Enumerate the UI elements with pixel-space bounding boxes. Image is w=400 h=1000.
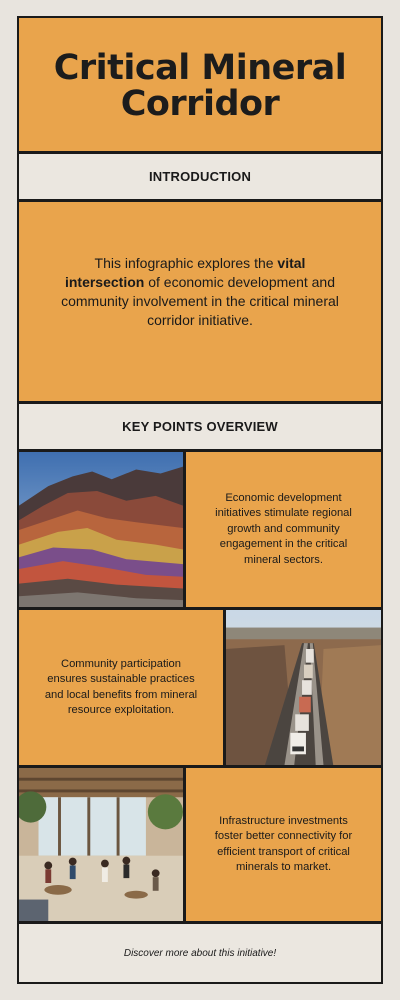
footer-panel <box>17 922 383 984</box>
key-points-heading: KEY POINTS OVERVIEW <box>122 419 278 434</box>
freight-train-canyon-image <box>224 608 383 767</box>
intro-text-start: This infographic explores the <box>94 255 278 271</box>
introduction-heading-panel <box>17 152 383 201</box>
community-hall-image <box>17 766 185 923</box>
key-point-1-panel <box>184 450 383 609</box>
introduction-heading: INTRODUCTION <box>148 169 252 184</box>
key-point-1-text: Economic development initiatives stimulate regional growth and community engagement in the critical mineral sectors. <box>215 491 352 566</box>
colorful-mountains-image <box>17 450 185 609</box>
page-title <box>19 50 381 122</box>
key-point-3-panel <box>184 766 383 923</box>
footer-text[interactable]: Discover more about this initiative! <box>123 947 277 959</box>
introduction-panel <box>17 200 383 403</box>
intro-text-end: of economic development and community involvement in the critical mineral corridor initiative. <box>61 274 339 328</box>
introduction-text <box>53 254 347 330</box>
title-panel <box>17 16 383 153</box>
key-point-2-text: Community participation ensures sustainable practices and local benefits from mineral resource exploitation. <box>44 657 198 716</box>
key-point-2-panel <box>17 608 225 767</box>
title-line-2: Corridor <box>120 84 280 124</box>
intro-text-bold: vital intersection <box>64 255 306 290</box>
key-point-3-text: Infrastructure investments foster better connectivity for efficient transport of critical minerals to market. <box>214 814 353 873</box>
key-points-heading-panel <box>17 402 383 451</box>
title-line-1: Critical Mineral <box>53 48 347 88</box>
